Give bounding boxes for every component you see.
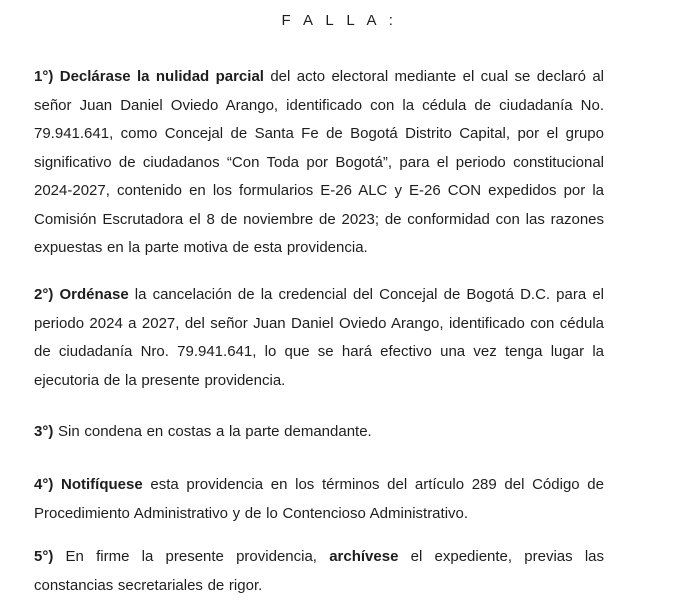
paragraph-text: la cancelación de la credencial del Concejal de Bogotá D.C. para el periodo 2024 a 2027, del señor Juan Daniel Oviedo Arango, identificado con cédula de ciudadanía Nro. 79.941.641, lo que se hará efectivo una vez tenga lugar la ejecutoria de la presente providencia.	[34, 286, 604, 389]
paragraph-text-after: el expediente, previas las constancias secretariales de rigor.	[34, 548, 605, 594]
paragraph-number: 4°)	[34, 476, 54, 493]
paragraph-bold-phrase: Notifíquese	[61, 476, 143, 493]
paragraph-bold-phrase: archívese	[329, 548, 399, 565]
ruling-paragraph-3	[34, 418, 604, 447]
paragraph-number: 3°)	[34, 423, 54, 440]
ruling-heading: F A L L A :	[281, 12, 398, 29]
paragraph-text: esta providencia en los términos del artículo 289 del Código de Procedimiento Administrativo y de lo Contencioso Administrativo.	[34, 476, 604, 522]
paragraph-number: 5°)	[34, 548, 54, 565]
paragraph-text: Sin condena en costas a la parte demandante.	[53, 423, 372, 440]
ruling-paragraph-2	[34, 281, 604, 395]
paragraph-bold-phrase: Ordénase	[59, 286, 129, 303]
paragraph-number: 2°)	[34, 286, 54, 303]
ruling-paragraph-5	[34, 543, 604, 600]
paragraph-bold-phrase: Declárase la nulidad parcial	[59, 68, 264, 85]
ruling-paragraph-1	[34, 63, 604, 263]
paragraph-number: 1°)	[34, 68, 54, 85]
paragraph-text: del acto electoral mediante el cual se declaró al señor Juan Daniel Oviedo Arango, identificado con la cédula de ciudadanía No. 79.941.641, como Concejal de Santa Fe de Bogotá Distrito Capital, por el grupo significativo de ciudadanos “Con Toda por Bogotá”, para el periodo constitucional 2024-2027, contenido en los formularios E-26 ALC y E-26 CON expedidos por la Comisión Escrutadora el 8 de noviembre de 2023; de conformidad con las razones expuestas en la parte motiva de esta providencia.	[34, 68, 605, 256]
paragraph-text-before: En firme la presente providencia,	[53, 548, 330, 565]
ruling-paragraph-4	[34, 471, 604, 528]
